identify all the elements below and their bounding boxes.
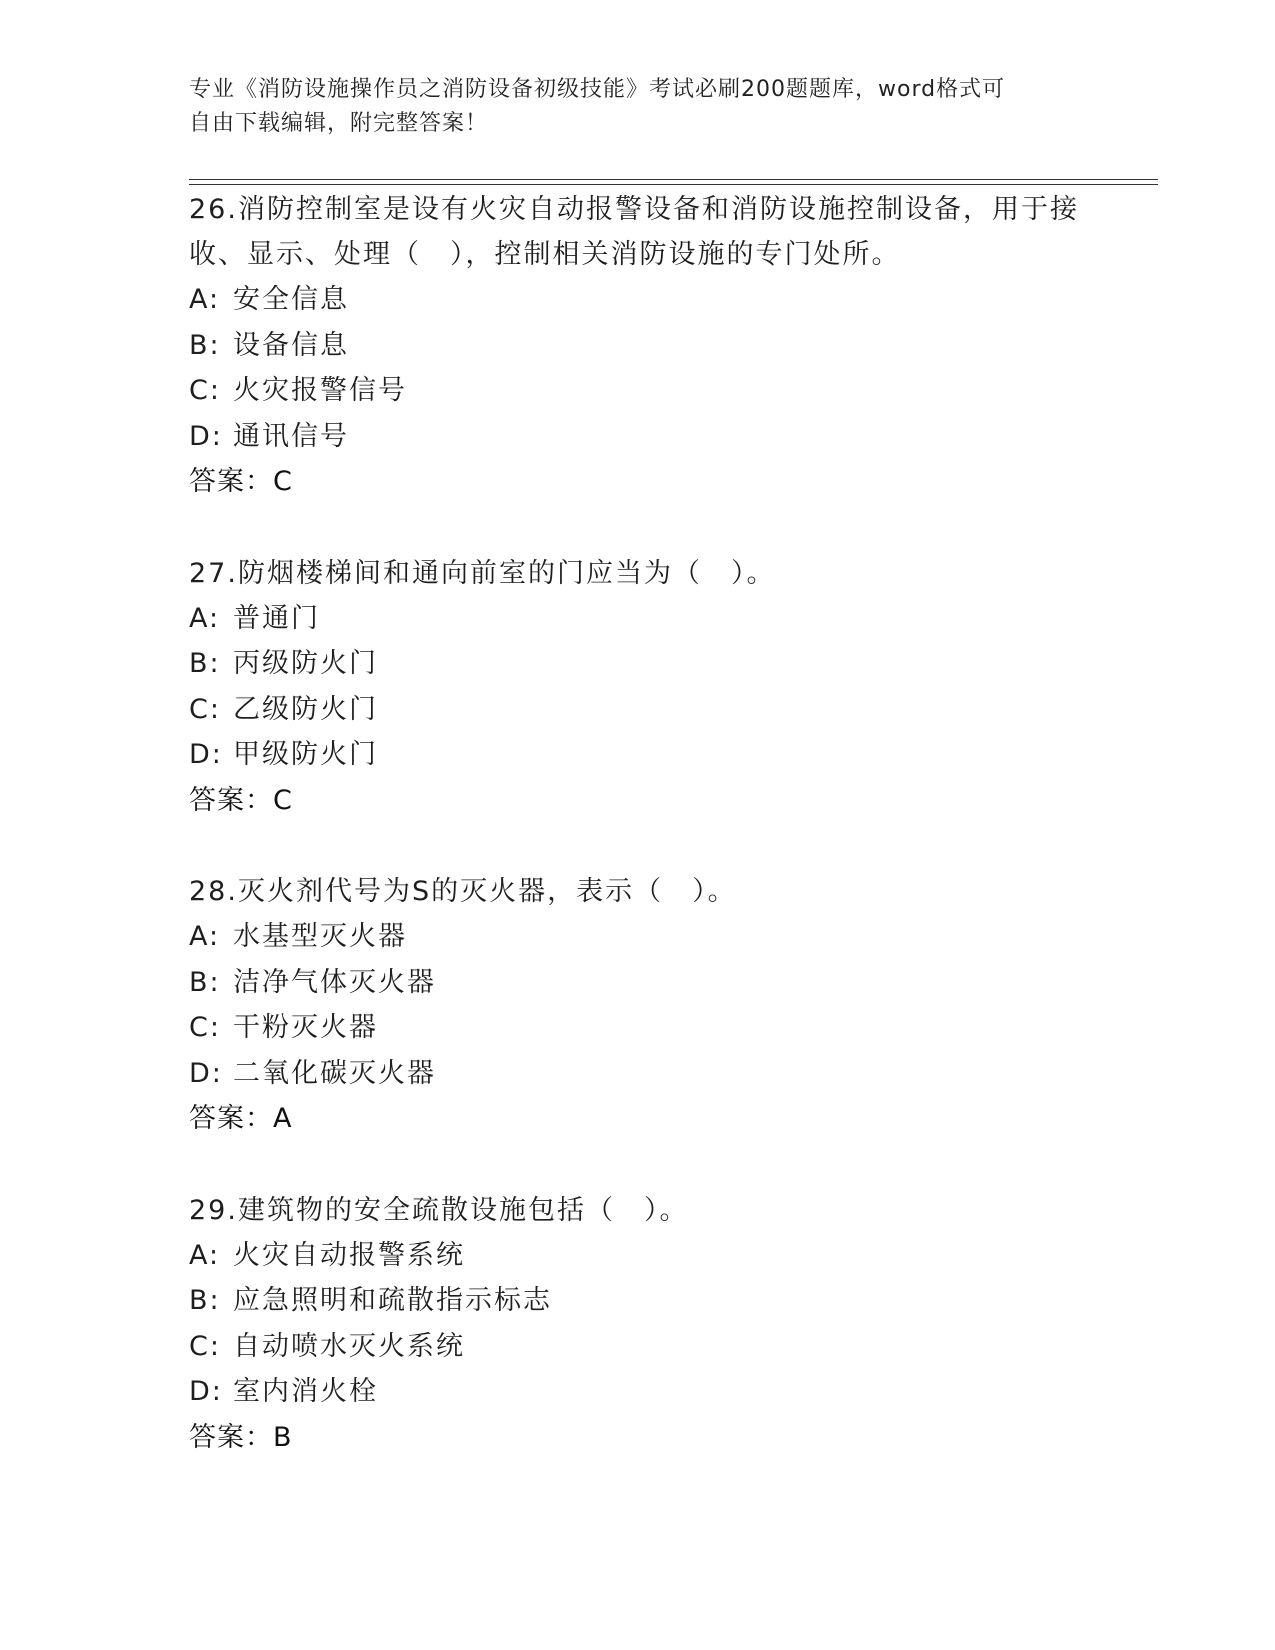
option-c: [189, 1324, 1089, 1370]
question-stem: [189, 187, 1089, 277]
question-stem-line: 29.建筑物的安全疏散设施包括（ ）。: [189, 1194, 689, 1226]
option-letter: D:: [189, 420, 223, 452]
option-text: 室内消火栓: [233, 1376, 378, 1407]
question-stem: [189, 869, 1089, 914]
question-28: [189, 869, 1089, 1142]
option-text: 火灾报警信号: [233, 375, 407, 406]
option-letter: C:: [189, 693, 221, 725]
option-text: 设备信息: [233, 329, 349, 361]
option-letter: C:: [189, 1330, 221, 1362]
option-d: [189, 732, 1089, 778]
answer-line: 答案：C: [189, 466, 293, 497]
option-b: [189, 960, 1089, 1006]
option-letter: A:: [189, 921, 221, 952]
option-letter: D:: [189, 1057, 223, 1089]
option-letter: C:: [189, 375, 221, 406]
option-a: [189, 1233, 1089, 1279]
option-text: 通讯信号: [233, 420, 349, 452]
option-text: 干粉灭火器: [233, 1012, 378, 1043]
answer-line: 答案：B: [189, 1421, 293, 1453]
question-stem-line: 27.防烟楼梯间和通向前室的门应当为（ ）。: [189, 557, 776, 589]
document-header: [189, 73, 1089, 141]
question-stem: [189, 1188, 1089, 1233]
option-text: 甲级防火门: [233, 739, 378, 770]
option-c: [189, 368, 1089, 414]
option-a: [189, 596, 1089, 642]
option-letter: B:: [189, 648, 221, 679]
option-letter: A:: [189, 1239, 221, 1271]
option-a: [189, 914, 1089, 960]
option-text: 乙级防火门: [233, 693, 378, 725]
option-c: [189, 1005, 1089, 1051]
question-stem-line: 28.灭火剂代号为S的灭火器，表示（ ）。: [189, 876, 737, 907]
option-letter: B:: [189, 329, 221, 361]
header-divider-top: [189, 179, 1158, 180]
option-text: 水基型灭火器: [233, 921, 407, 952]
option-letter: D:: [189, 1376, 223, 1407]
answer-line: 答案：C: [189, 784, 293, 816]
option-text: 安全信息: [233, 284, 349, 315]
question-stem-line: 26.消防控制室是设有火灾自动报警设备和消防设施控制设备，用于接: [189, 194, 1079, 225]
question-stem-line: 收、显示、处理（ ），控制相关消防设施的专门处所。: [189, 239, 901, 270]
header-line-1: 专业《消防设施操作员之消防设备初级技能》考试必刷200题题库，word格式可: [189, 77, 1006, 102]
option-text: 火灾自动报警系统: [233, 1239, 465, 1271]
option-letter: D:: [189, 739, 223, 770]
option-d: [189, 414, 1089, 460]
question-27: [189, 551, 1089, 824]
header-line-2: 自由下载编辑，附完整答案！: [189, 111, 489, 136]
option-letter: A:: [189, 602, 221, 634]
header-divider-bottom: [189, 184, 1158, 185]
option-text: 二氧化碳灭火器: [233, 1057, 436, 1089]
option-b: [189, 1278, 1089, 1324]
option-letter: B:: [189, 966, 221, 998]
question-list: [189, 187, 1089, 1506]
option-c: [189, 687, 1089, 733]
option-text: 丙级防火门: [233, 648, 378, 679]
question-29: [189, 1188, 1089, 1461]
option-d: [189, 1051, 1089, 1097]
option-text: 洁净气体灭火器: [233, 966, 436, 998]
option-b: [189, 641, 1089, 687]
option-letter: B:: [189, 1285, 221, 1316]
option-letter: A:: [189, 284, 221, 315]
question-stem: [189, 551, 1089, 596]
option-text: 应急照明和疏散指示标志: [233, 1285, 552, 1316]
option-text: 自动喷水灭火系统: [233, 1330, 465, 1362]
option-a: [189, 277, 1089, 323]
question-26: [189, 187, 1089, 505]
option-text: 普通门: [233, 602, 320, 634]
option-d: [189, 1369, 1089, 1415]
option-b: [189, 323, 1089, 369]
answer-line: 答案：A: [189, 1103, 293, 1134]
option-letter: C:: [189, 1012, 221, 1043]
